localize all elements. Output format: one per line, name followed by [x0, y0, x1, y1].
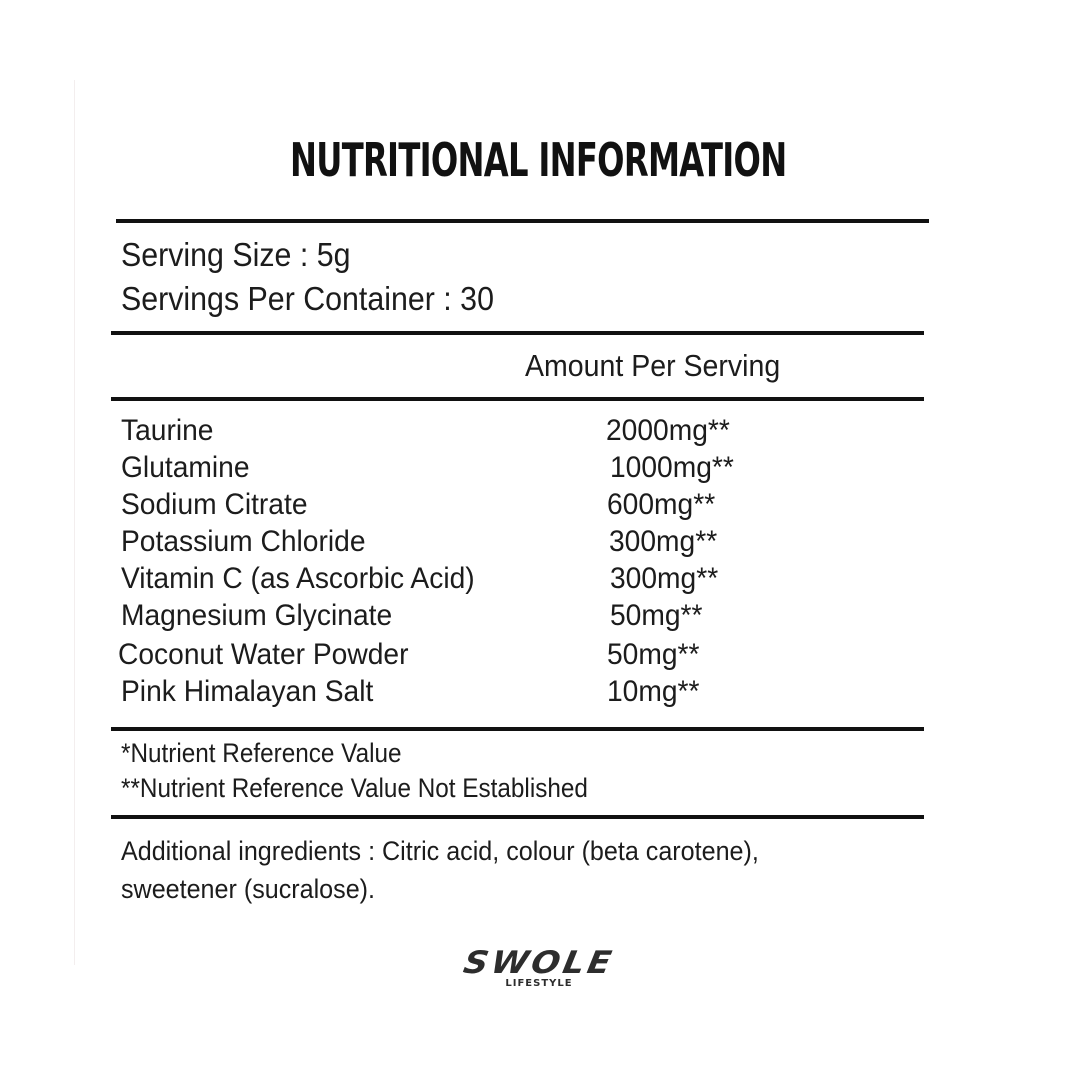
ingredient-name: Glutamine — [121, 451, 250, 484]
footnote-nrv: *Nutrient Reference Value — [121, 738, 402, 768]
ingredient-name: Sodium Citrate — [121, 488, 308, 521]
ingredient-amount: 50mg** — [610, 599, 703, 632]
ingredient-amount: 600mg** — [607, 488, 716, 521]
footnote-nrv-not-established: **Nutrient Reference Value Not Established — [121, 773, 588, 803]
divider-top — [116, 219, 929, 223]
ingredient-name: Vitamin C (as Ascorbic Acid) — [121, 562, 475, 595]
additional-ingredients-line1: Additional ingredients : Citric acid, colour (beta carotene), — [121, 836, 759, 866]
ingredient-amount: 10mg** — [607, 675, 700, 708]
ingredient-amount: 300mg** — [610, 562, 719, 595]
brand-name: SWOLE — [460, 945, 618, 981]
ingredient-amount: 1000mg** — [610, 451, 734, 484]
additional-ingredients-line2: sweetener (sucralose). — [121, 874, 376, 904]
servings-per-container: Servings Per Container : 30 — [121, 280, 494, 317]
ingredient-name: Pink Himalayan Salt — [121, 675, 374, 708]
ingredient-name: Potassium Chloride — [121, 525, 366, 558]
divider-servings — [111, 331, 924, 335]
brand-tagline: LIFESTYLE — [505, 978, 573, 989]
ingredient-amount: 300mg** — [609, 525, 718, 558]
page-edge-line — [74, 80, 75, 965]
amount-per-serving-header: Amount Per Serving — [525, 348, 781, 383]
divider-footnotes — [111, 815, 924, 819]
ingredient-name: Magnesium Glycinate — [121, 599, 393, 632]
ingredient-name: Coconut Water Powder — [118, 638, 409, 671]
ingredient-amount: 50mg** — [607, 638, 700, 671]
ingredient-amount: 2000mg** — [606, 414, 730, 447]
divider-header — [111, 397, 924, 401]
serving-size: Serving Size : 5g — [121, 236, 351, 273]
ingredient-name: Taurine — [121, 414, 214, 447]
brand-logo — [446, 945, 632, 993]
divider-ingredients — [111, 727, 924, 731]
label-title: NUTRITIONAL INFORMATION — [290, 133, 787, 187]
